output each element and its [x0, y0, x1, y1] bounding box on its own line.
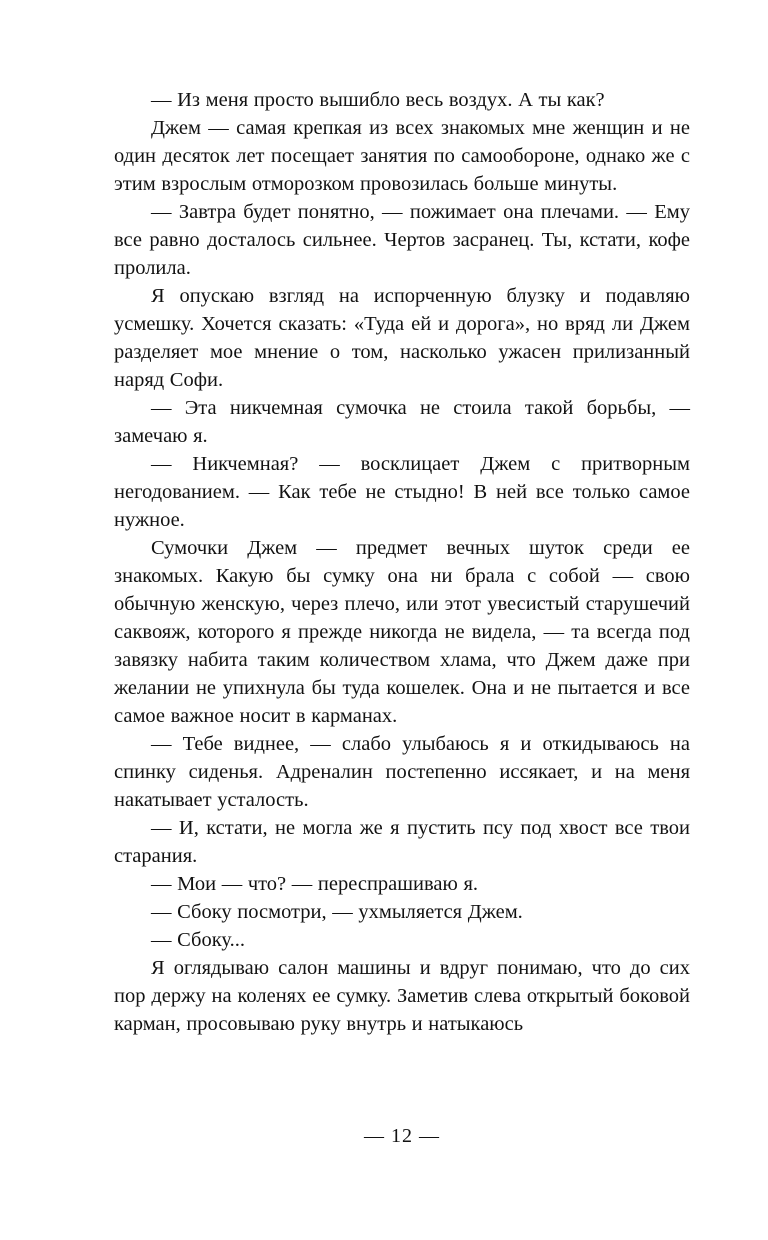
paragraph: Джем — самая крепкая из всех знакомых мне женщин и не один десяток лет посещает занятия по самообороне, однако же с этим взрослым отморозком провозилась больше минуты. [114, 117, 690, 195]
paragraph: — Мои — что? — переспрашиваю я. [151, 873, 479, 895]
page-number: — 12 — [364, 1125, 440, 1147]
paragraph: Я оглядываю салон машины и вдруг понимаю, что до сих пор держу на коленях ее сумку. Заметив слева открытый боковой карман, просовываю руку внутрь и натыкаюсь [114, 957, 690, 1035]
paragraph: — И, кстати, не могла же я пустить псу под хвост все твои старания. [114, 817, 690, 867]
paragraph: — Эта никчемная сумочка не стоила такой борьбы, — замечаю я. [114, 397, 690, 447]
paragraph: — Тебе виднее, — слабо улыбаюсь я и откидываюсь на спинку сиденья. Адреналин постепенно иссякает, и на меня накатывает усталость. [114, 733, 690, 811]
paragraph: — Сбоку... [151, 929, 245, 951]
paragraph: — Завтра будет понятно, — пожимает она плечами. — Ему все равно досталось сильнее. Чертов засранец. Ты, кстати, кофе пролила. [114, 201, 690, 279]
paragraph: — Никчемная? — восклицает Джем с притворным негодованием. — Как тебе не стыдно! В ней все только самое нужное. [114, 453, 690, 531]
paragraph: — Из меня просто вышибло весь воздух. А ты как? [151, 89, 605, 111]
paragraph: — Сбоку посмотри, — ухмыляется Джем. [151, 901, 523, 923]
paragraph: Я опускаю взгляд на испорченную блузку и подавляю усмешку. Хочется сказать: «Туда ей и дорога», но вряд ли Джем разделяет мое мнение о том, насколько ужасен прилизанный наряд Софи. [114, 285, 690, 391]
text-block [114, 86, 690, 1038]
paragraph: Сумочки Джем — предмет вечных шуток среди ее знакомых. Какую бы сумку она ни брала с собой — свою обычную женскую, через плечо, или этот увесистый старушечий саквояж, которого я прежде никогда не видела, — та всегда под завязку набита таким количеством хлама, что Джем даже при желании не упихнула бы туда кошелек. Она и не пытается и все самое важное носит в карманах. [114, 537, 690, 727]
page-footer [114, 1122, 690, 1150]
